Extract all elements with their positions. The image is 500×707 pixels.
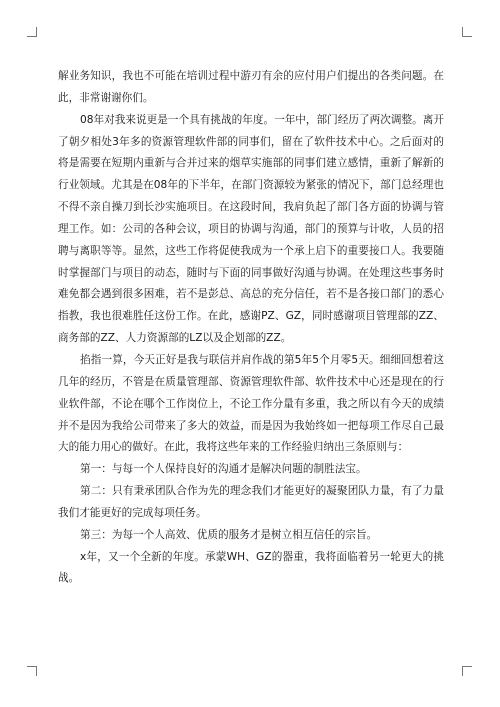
- crop-mark-top-right: [462, 27, 472, 37]
- paragraph-new-year: x年，又一个全新的年度。承蒙WH、GZ的器重，我将面临着另一轮更大的挑战。: [58, 550, 444, 585]
- crop-mark-top-left: [27, 27, 37, 37]
- crop-mark-bottom-left: [27, 666, 37, 676]
- crop-mark-bottom-right: [462, 666, 472, 676]
- paragraph-five-years-review: 掐指一算，今天正好是我与联信并肩作战的第5年5个月零5天。细细回想着这几年的经历，不管是在质量管理部、资源管理软件部、软件技术中心还是现在的行业软件部，不论在哪个工作岗位上，不论工作分量有多重，我之所以有今天的成绩并不是因为我给公司带来了多大的效益，而是因为我始终如一把每项工作尽自己最大的能力用心的做好。在此，我将这些年来的工作经验归纳出三条原则与：: [58, 353, 444, 454]
- paragraph-2008-challenges: 08年对我来说更是一个具有挑战的年度。一年中，部门经历了两次调整。离开了朝夕相处3年多的资源管理软件部的同事们，留在了软件技术中心。之后面对的将是需要在短期内重新与合并过来的烟草实施部的同事们建立感情，重新了解新的行业领域。尤其是在08年的下半年，在部门资源较为紧张的情况下，部门总经理也不得不亲自操刀到长沙实施项目。在这段时间，我肩负起了部门各方面的协调与管理工作。如：公司的各种会议，项目的协调与沟通，部门的预算与计收，人员的招聘与离职等等。显然，这些工作将促使我成为一个承上启下的重要接口人。我要随时掌握部门与项目的动态，随时与下面的同事做好沟通与协调。在处理这些事务时难免都会遇到很多困难，若不是彭总、高总的充分信任，若不是各接口部门的悉心指教，我也很难胜任这份工作。在此，感谢PZ、GZ，同时感谢项目管理部的ZZ、商务部的ZZ、人力资源部的LZ以及企划部的ZZ。: [58, 113, 444, 345]
- principle-three: 第三：为每一个人高效、优质的服务才是树立相互信任的宗旨。: [80, 528, 378, 541]
- paragraph-continuation: 解业务知识，我也不可能在培训过程中游刃有余的应付用户们提出的各类问题。在此，非常谢谢你们。: [58, 70, 444, 104]
- principle-two: 第二：只有秉承团队合作为先的理念我们才能更好的凝聚团队力量，有了力量我们才能更好的完成每项任务。: [58, 485, 444, 519]
- document-body: [58, 66, 444, 590]
- principle-one: 第一：与每一个人保持良好的沟通才是解决问题的制胜法宝。: [80, 463, 367, 476]
